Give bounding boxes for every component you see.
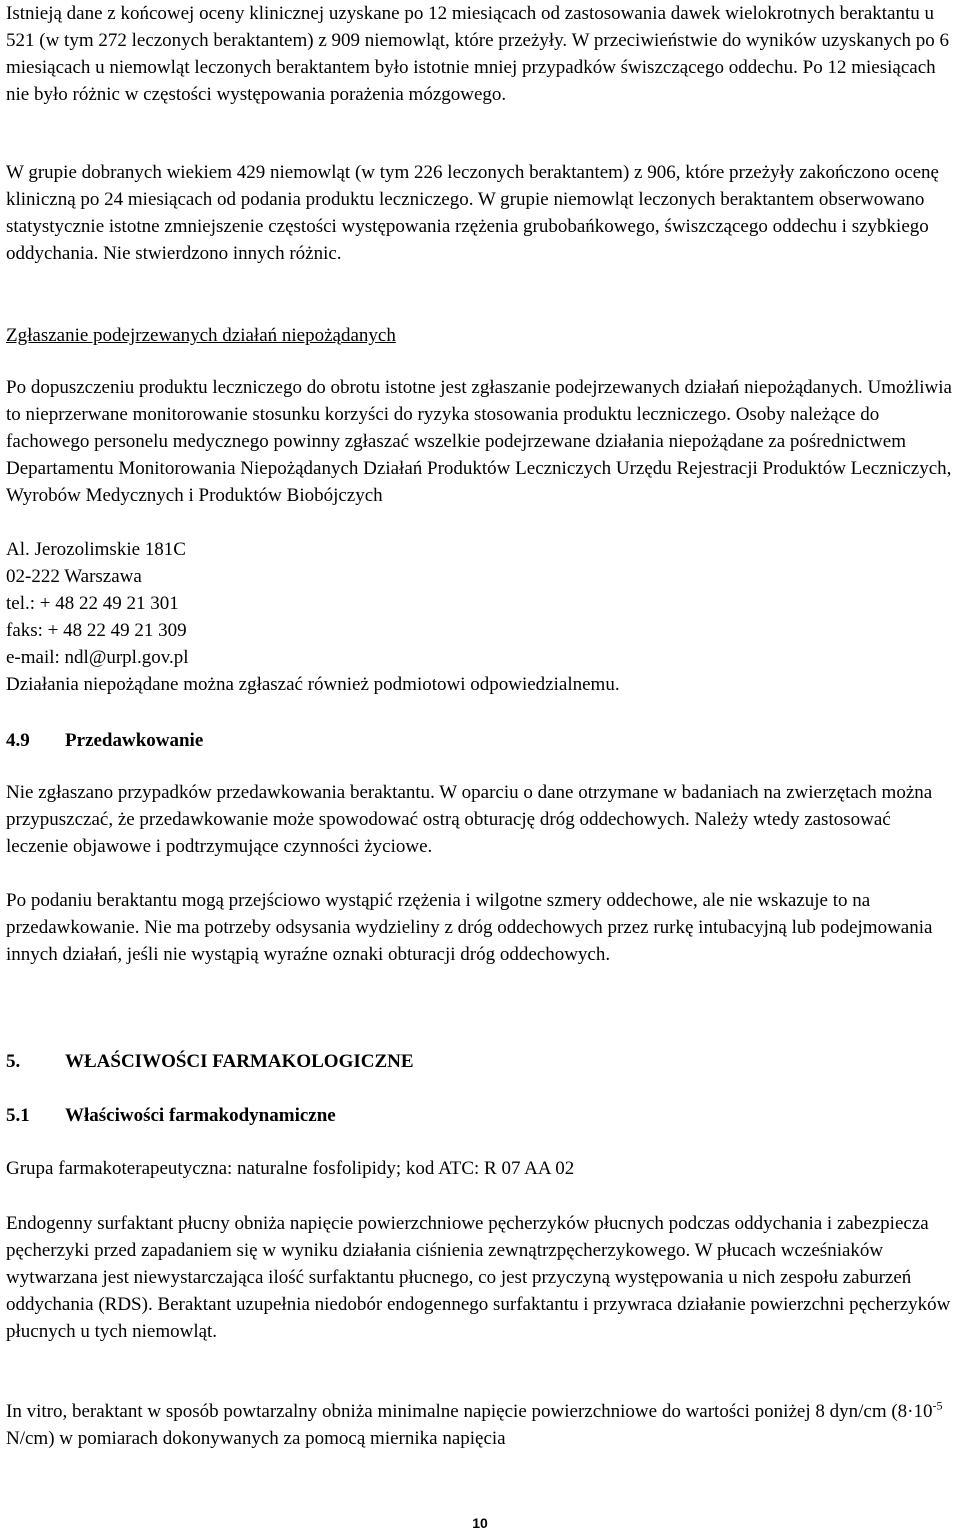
section-number: 4.9 <box>6 730 30 751</box>
section-title: Przedawkowanie <box>65 730 204 751</box>
paragraph-overdose-2: Po podaniu beraktantu mogą przejściowo wystąpić rzężenia i wilgotne szmery oddechowe, ale nie wskazuje to na przedawkowanie. Nie ma potrzeby odsysania wydzieliny z dróg oddechowych przez rurkę intubacyjną lub podejmowania innych działań, jeśli nie wystąpią wyraźne oznaki obturacji dróg oddechowych. <box>6 890 933 965</box>
paragraph-overdose-1: Nie zgłaszano przypadków przedawkowania beraktantu. W oparciu o dane otrzymane w badaniach na zwierzętach można przypuszczać, że przedawkowanie może spowodować ostrą obturację dróg oddechowych. Należy wtedy zastosować leczenie objawowe i podtrzymujące czynności życiowe. <box>6 782 933 857</box>
paragraph-12-month-assessment: Istnieją dane z końcowej oceny klinicznej uzyskane po 12 miesiącach od zastosowania dawek wielokrotnych beraktantu u 521 (w tym 272 leczonych beraktantem) z 909 niemowląt, które przeżyły. W przeciwieństwie do wyników uzyskanych po 6 miesiącach u niemowląt leczonych beraktantem było istotnie mniej przypadków świszczącego oddechu. Po 12 miesiącach nie było różnic w częstości występowania porażenia mózgowego. <box>6 3 950 105</box>
page-number: 10 <box>472 1515 488 1531</box>
address-street: Al. Jerozolimskie 181C <box>6 539 186 560</box>
section-title: Właściwości farmakodynamiczne <box>65 1105 336 1126</box>
section-heading-5 <box>6 1048 414 1075</box>
section-heading-5-1 <box>6 1102 336 1129</box>
section-number: 5.1 <box>6 1105 30 1126</box>
reporting-address <box>6 536 620 698</box>
section-heading-4-9 <box>6 727 203 754</box>
address-tel: tel.: + 48 22 49 21 301 <box>6 593 179 614</box>
paragraph-endogenous-surfactant: Endogenny surfaktant płucny obniża napięcie powierzchniowe pęcherzyków płucnych podczas oddychania i zabezpiecza pęcherzyki przed zapadaniem się w wyniku działania ciśnienia zewnątrzpęcherzykowego. W płucach wcześniaków wytwarzana jest niewystarczająca ilość surfaktantu płucnego, co jest przyczyną występowania u nich zespołu zaburzeń oddychania (RDS). Beraktant uzupełnia niedobór endogennego surfaktantu i przywraca działanie powierzchni pęcherzyków płucnych u tych niemowląt. <box>6 1213 951 1342</box>
section-title: WŁAŚCIWOŚCI FARMAKOLOGICZNE <box>65 1051 414 1072</box>
paragraph-pharmacotherapeutic-group: Grupa farmakoterapeutyczna: naturalne fosfolipidy; kod ATC: R 07 AA 02 <box>6 1158 575 1179</box>
exponent: -5 <box>932 1398 943 1413</box>
section-number: 5. <box>6 1051 21 1072</box>
address-city: 02-222 Warszawa <box>6 566 142 587</box>
address-fax: faks: + 48 22 49 21 309 <box>6 620 187 641</box>
reporting-heading: Zgłaszanie podejrzewanych działań niepożądanych <box>6 325 396 346</box>
paragraph-in-vitro <box>6 1398 954 1452</box>
address-email[interactable]: e-mail: ndl@urpl.gov.pl <box>6 647 189 668</box>
paragraph-24-month-assessment: W grupie dobranych wiekiem 429 niemowląt (w tym 226 leczonych beraktantem) z 906, które przeżyły zakończono ocenę kliniczną po 24 miesiącach od podania produktu leczniczego. W grupie niemowląt leczonych beraktantem obserwowano statystycznie istotne zmniejszenie częstości występowania rzężenia grubobańkowego, świszczącego oddechu i szybkiego oddychania. Nie stwierdzono innych różnic. <box>6 162 939 264</box>
paragraph-reporting: Po dopuszczeniu produktu leczniczego do obrotu istotne jest zgłaszanie podejrzewanych działań niepożądanych. Umożliwia to nieprzerwane monitorowanie stosunku korzyści do ryzyka stosowania produktu leczniczego. Osoby należące do fachowego personelu medycznego powinny zgłaszać wszelkie podejrzewane działania niepożądane za pośrednictwem Departamentu Monitorowania Niepożądanych Działań Produktów Leczniczych Urzędu Rejestracji Produktów Leczniczych, Wyrobów Medycznych i Produktów Biobójczych <box>6 377 952 506</box>
address-note: Działania niepożądane można zgłaszać również podmiotowi odpowiedzialnemu. <box>6 674 620 695</box>
in-vitro-text-before: In vitro, beraktant w sposób powtarzalny obniża minimalne napięcie powierzchniowe do wartości poniżej 8 dyn/cm (8·10 <box>6 1401 933 1422</box>
in-vitro-text-after: N/cm) w pomiarach dokonywanych za pomocą miernika napięcia <box>6 1428 506 1449</box>
